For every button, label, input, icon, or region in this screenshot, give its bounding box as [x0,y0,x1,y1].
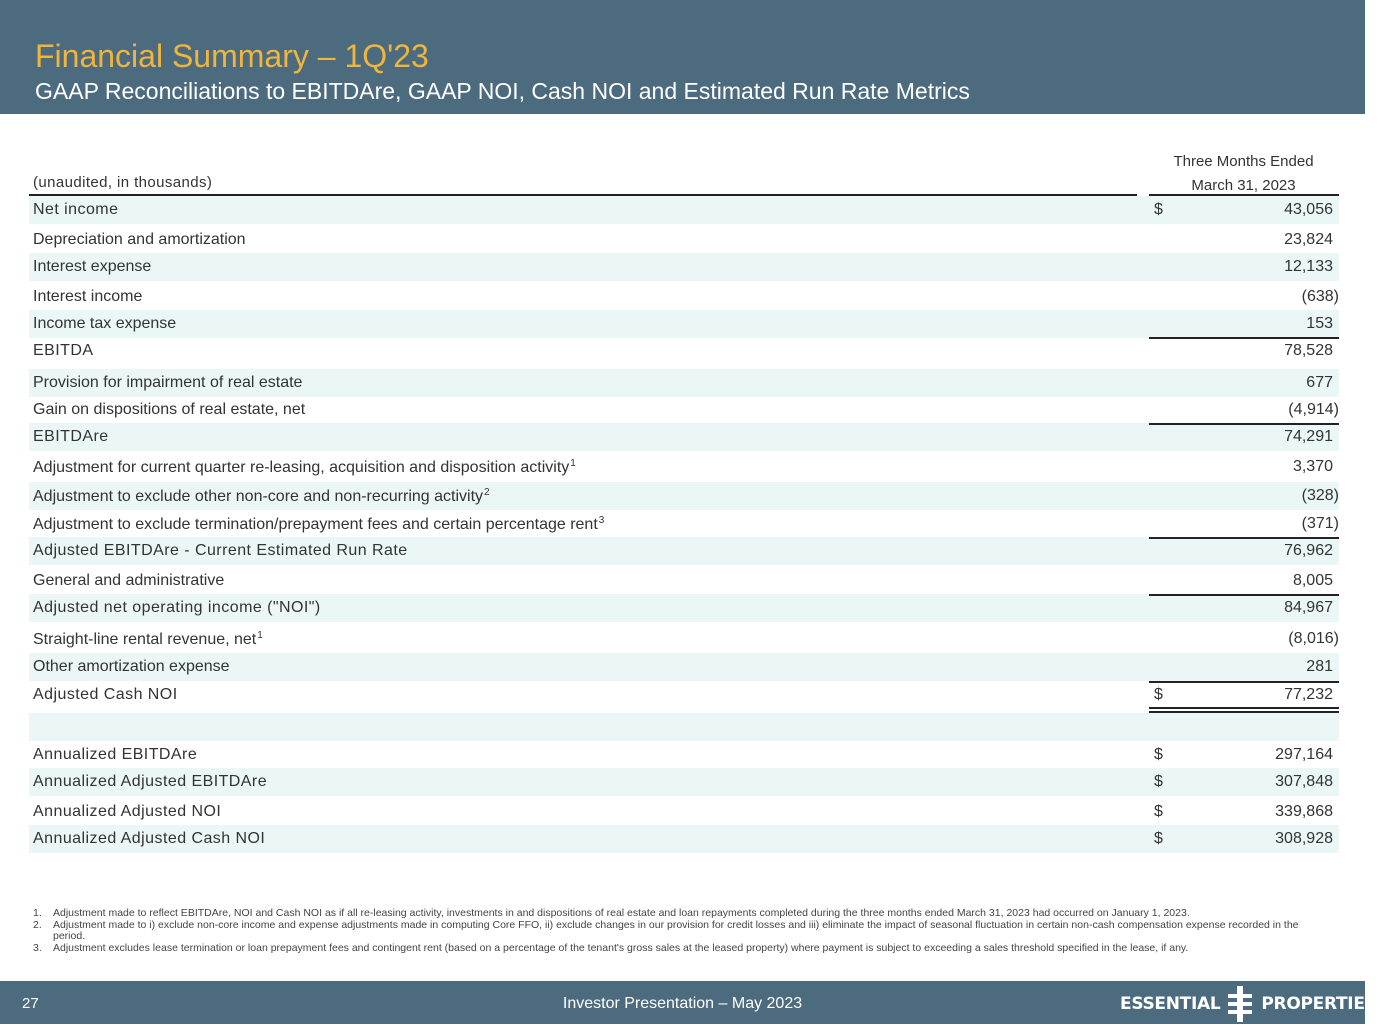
row-label: Adjusted net operating income ("NOI") [33,599,321,616]
footnote-number: 1. [33,907,42,919]
footnote-text: Adjustment made to i) exclude non-core income and expense adjustments made in computing Core FFO, ii) exclude changes in our provision for credit losses and iii) eliminate the impact of seasonal fluctuation in certain non-cash compensation expense recorded in the period. [53,918,1299,942]
footnote-ref: 3 [598,514,605,526]
table-row [29,337,1339,365]
annualized-row [29,798,1339,826]
row-label: Income tax expense [33,315,177,332]
footnote-text: Adjustment made to reflect EBITDAre, NOI and Cash NOI as if all re-leasing activity, investments in and dispositions of real estate and loan repayments completed during the three months ended March 31, 2023 had occurred on January 1, 2023. [53,907,1190,919]
footnote-number: 2. [33,918,42,931]
row-label [33,487,490,506]
row-value: 8,005 [1292,572,1333,589]
footnotes [33,908,1303,954]
row-label: Other amortization expense [33,658,230,675]
row-label: Provision for impairment of real estate [33,374,303,391]
table-row [29,594,1339,622]
row-value: 84,967 [1284,599,1333,616]
row-value: 77,232 [1284,686,1333,703]
dollar-sign: $ [1154,773,1163,790]
logo-text-left: ESSENTIAL [1120,994,1221,1014]
row-value: 76,962 [1284,542,1333,559]
table-row [29,253,1339,281]
row-value: 297,164 [1275,746,1333,763]
row-label: Annualized Adjusted EBITDAre [33,773,268,790]
row-label: Interest expense [33,258,152,275]
table-row [29,567,1339,595]
column-header [1148,150,1339,198]
column-header-line2: March 31, 2023 [1191,177,1296,194]
row-value: 3,370 [1292,458,1333,475]
footnote [33,908,1303,920]
table-row [29,510,1339,538]
annualized-row [29,768,1339,796]
row-label: Adjusted Cash NOI [33,686,178,703]
row-label [33,515,604,534]
row-label-text: Adjustment for current quarter re-leasing, acquisition and disposition activity [33,458,570,476]
footnote [33,943,1303,955]
row-value: 78,528 [1284,342,1333,359]
row-value: 43,056 [1284,201,1333,218]
row-value: 12,133 [1284,258,1333,275]
table-row [29,453,1339,481]
table-row [29,653,1339,681]
slide-title: Financial Summary – 1Q'23 [35,38,429,74]
table-row [29,196,1339,224]
spacer-row [29,713,1339,741]
dollar-sign: $ [1154,746,1163,763]
company-logo [1120,989,1377,1019]
footnote [33,920,1303,943]
dollar-sign: $ [1154,803,1163,820]
row-value: (371) [1301,515,1339,532]
units-label: (unaudited, in thousands) [33,174,213,191]
double-underline [1149,707,1339,709]
row-value: 153 [1306,315,1333,332]
table-row [29,226,1339,254]
table-row [29,283,1339,311]
table-row [29,482,1339,510]
footnote-ref: 2 [484,486,490,498]
table-row [29,537,1339,565]
row-label: Annualized EBITDAre [33,746,198,763]
dollar-sign: $ [1154,201,1163,218]
annualized-row [29,741,1339,769]
slide-header [0,0,1365,114]
row-value: 74,291 [1284,428,1333,445]
row-label [33,458,576,477]
row-label: Adjusted EBITDAre - Current Estimated Run Rate [33,542,408,559]
annualized-row [29,825,1339,853]
column-header-line1: Three Months Ended [1173,153,1314,170]
table-row [29,396,1339,424]
row-label: EBITDA [33,342,94,359]
row-label: Annualized Adjusted Cash NOI [33,830,266,847]
row-label-text: Straight-line rental revenue, net [33,630,257,648]
row-label: Interest income [33,288,143,305]
row-label: Depreciation and amortization [33,231,246,248]
row-value: (638) [1301,288,1339,305]
row-label: EBITDAre [33,428,109,445]
row-label: Gain on dispositions of real estate, net [33,401,306,418]
row-value: 307,848 [1275,773,1333,790]
row-value: 308,928 [1275,830,1333,847]
row-value: (328) [1301,487,1339,504]
row-label-text: Adjustment to exclude other non-core and non-recurring activity [33,487,484,505]
row-value: (4,914) [1288,401,1339,418]
footnote-ref: 1 [257,629,263,641]
footnote-text: Adjustment excludes lease termination or loan prepayment fees and contingent rent (based on a percentage of the tenant's gross sales at the leased property) where payment is subject to exceeding a sales threshold specified in the lease, if any. [53,941,1189,954]
row-label: General and administrative [33,572,225,589]
dollar-sign: $ [1154,686,1163,703]
row-value: 339,868 [1275,803,1333,820]
row-value: 23,824 [1284,231,1333,248]
logo-text-right: PROPERTIES [1261,994,1377,1014]
row-label: Annualized Adjusted NOI [33,803,222,820]
table-row [29,423,1339,451]
row-value: 677 [1306,374,1333,391]
table-row [29,369,1339,397]
table-row [29,310,1339,338]
footer-title: Investor Presentation – May 2023 [562,995,803,1012]
footnote-number: 3. [33,941,42,954]
slide-subtitle: GAAP Reconciliations to EBITDAre, GAAP NOI, Cash NOI and Estimated Run Rate Metrics [35,78,970,104]
table-row [29,681,1339,709]
footnote-ref: 1 [570,457,576,469]
logo-mark-icon [1228,986,1252,1022]
row-label [33,630,263,649]
dollar-sign: $ [1154,830,1163,847]
table-row [29,625,1339,653]
slide-footer [0,981,1377,1024]
page-number: 27 [22,995,39,1012]
row-value: 281 [1306,658,1333,675]
row-value: (8,016) [1288,630,1339,647]
row-label-text: Adjustment to exclude termination/prepayment fees and certain percentage rent [33,515,598,533]
row-label: Net income [33,201,119,218]
